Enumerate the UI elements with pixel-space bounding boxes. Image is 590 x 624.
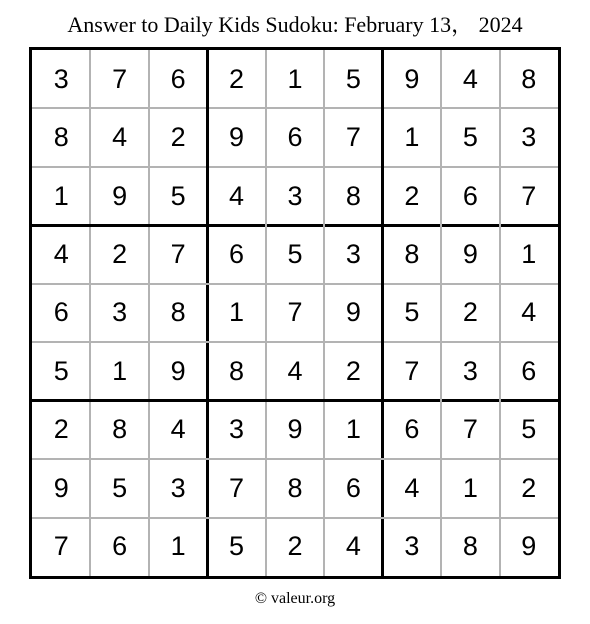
sudoku-cell: 5 bbox=[521, 414, 537, 445]
sudoku-cell: 6 bbox=[170, 63, 186, 94]
sudoku-cell: 8 bbox=[287, 472, 303, 503]
sudoku-board bbox=[29, 47, 561, 579]
sudoku-cell: 1 bbox=[521, 239, 537, 270]
sudoku-cell: 8 bbox=[229, 355, 245, 386]
sudoku-cell: 2 bbox=[287, 531, 303, 562]
sudoku-cell: 5 bbox=[53, 355, 69, 386]
sudoku-cell: 2 bbox=[462, 297, 478, 328]
sudoku-cell: 1 bbox=[170, 531, 186, 562]
sudoku-cell: 2 bbox=[404, 180, 420, 211]
sudoku-cell: 4 bbox=[345, 531, 361, 562]
sudoku-cell: 7 bbox=[112, 63, 128, 94]
sudoku-cell: 8 bbox=[170, 297, 186, 328]
sudoku-cell: 9 bbox=[112, 180, 128, 211]
sudoku-cell: 7 bbox=[345, 122, 361, 153]
sudoku-cell: 6 bbox=[53, 297, 69, 328]
sudoku-cell: 6 bbox=[229, 239, 245, 270]
sudoku-cell: 4 bbox=[112, 122, 128, 153]
sudoku-cell: 1 bbox=[112, 355, 128, 386]
sudoku-cell: 6 bbox=[521, 355, 537, 386]
sudoku-cell: 7 bbox=[462, 414, 478, 445]
sudoku-cell: 9 bbox=[521, 531, 537, 562]
sudoku-cell: 3 bbox=[229, 414, 245, 445]
sudoku-cell: 1 bbox=[287, 63, 303, 94]
sudoku-cell: 3 bbox=[404, 531, 420, 562]
sudoku-cell: 5 bbox=[170, 180, 186, 211]
sudoku-cell: 3 bbox=[53, 63, 69, 94]
sudoku-cell: 2 bbox=[345, 355, 361, 386]
sudoku-cell: 3 bbox=[345, 239, 361, 270]
sudoku-cell: 1 bbox=[404, 122, 420, 153]
sudoku-cell: 9 bbox=[345, 297, 361, 328]
sudoku-cell: 7 bbox=[404, 355, 420, 386]
sudoku-cell: 7 bbox=[170, 239, 186, 270]
sudoku-cell: 4 bbox=[170, 414, 186, 445]
sudoku-cell: 9 bbox=[229, 122, 245, 153]
sudoku-cell: 8 bbox=[53, 122, 69, 153]
sudoku-cell: 2 bbox=[53, 414, 69, 445]
sudoku-cell: 6 bbox=[404, 414, 420, 445]
sudoku-cell: 8 bbox=[404, 239, 420, 270]
sudoku-cell: 6 bbox=[287, 122, 303, 153]
sudoku-cell: 5 bbox=[287, 239, 303, 270]
sudoku-cell: 1 bbox=[462, 472, 478, 503]
sudoku-cell: 5 bbox=[112, 472, 128, 503]
sudoku-cell: 3 bbox=[462, 355, 478, 386]
sudoku-cell: 9 bbox=[287, 414, 303, 445]
sudoku-cell: 5 bbox=[404, 297, 420, 328]
sudoku-cell: 3 bbox=[287, 180, 303, 211]
sudoku-cell: 9 bbox=[462, 239, 478, 270]
sudoku-cell: 6 bbox=[345, 472, 361, 503]
sudoku-cell: 4 bbox=[404, 472, 420, 503]
sudoku-cell: 2 bbox=[521, 472, 537, 503]
sudoku-cell: 5 bbox=[229, 531, 245, 562]
sudoku-cell: 4 bbox=[229, 180, 245, 211]
sudoku-cell: 8 bbox=[462, 531, 478, 562]
sudoku-cell: 3 bbox=[170, 472, 186, 503]
sudoku-cell: 7 bbox=[229, 472, 245, 503]
sudoku-cell: 9 bbox=[170, 355, 186, 386]
sudoku-cell: 9 bbox=[404, 63, 420, 94]
sudoku-cell: 7 bbox=[287, 297, 303, 328]
sudoku-cell: 8 bbox=[112, 414, 128, 445]
sudoku-cell: 9 bbox=[53, 472, 69, 503]
sudoku-cell: 2 bbox=[112, 239, 128, 270]
sudoku-cell: 1 bbox=[229, 297, 245, 328]
sudoku-cell: 8 bbox=[521, 63, 537, 94]
sudoku-cell: 6 bbox=[462, 180, 478, 211]
sudoku-cell: 2 bbox=[170, 122, 186, 153]
sudoku-cell: 1 bbox=[345, 414, 361, 445]
sudoku-cell: 7 bbox=[53, 531, 69, 562]
sudoku-cell: 3 bbox=[112, 297, 128, 328]
sudoku-cell: 2 bbox=[229, 63, 245, 94]
sudoku-cell: 4 bbox=[521, 297, 537, 328]
sudoku-cell: 8 bbox=[345, 180, 361, 211]
sudoku-cell: 5 bbox=[345, 63, 361, 94]
sudoku-cell: 4 bbox=[287, 355, 303, 386]
sudoku-cell: 5 bbox=[462, 122, 478, 153]
sudoku-cell: 4 bbox=[53, 239, 69, 270]
sudoku-cell: 3 bbox=[521, 122, 537, 153]
sudoku-cell: 7 bbox=[521, 180, 537, 211]
sudoku-cell: 1 bbox=[53, 180, 69, 211]
sudoku-cell: 4 bbox=[462, 63, 478, 94]
page-title: Answer to Daily Kids Sudoku: February 13， 2024 bbox=[67, 12, 523, 37]
copyright-footer: © valeur.org bbox=[254, 590, 336, 607]
sudoku-cell: 6 bbox=[112, 531, 128, 562]
